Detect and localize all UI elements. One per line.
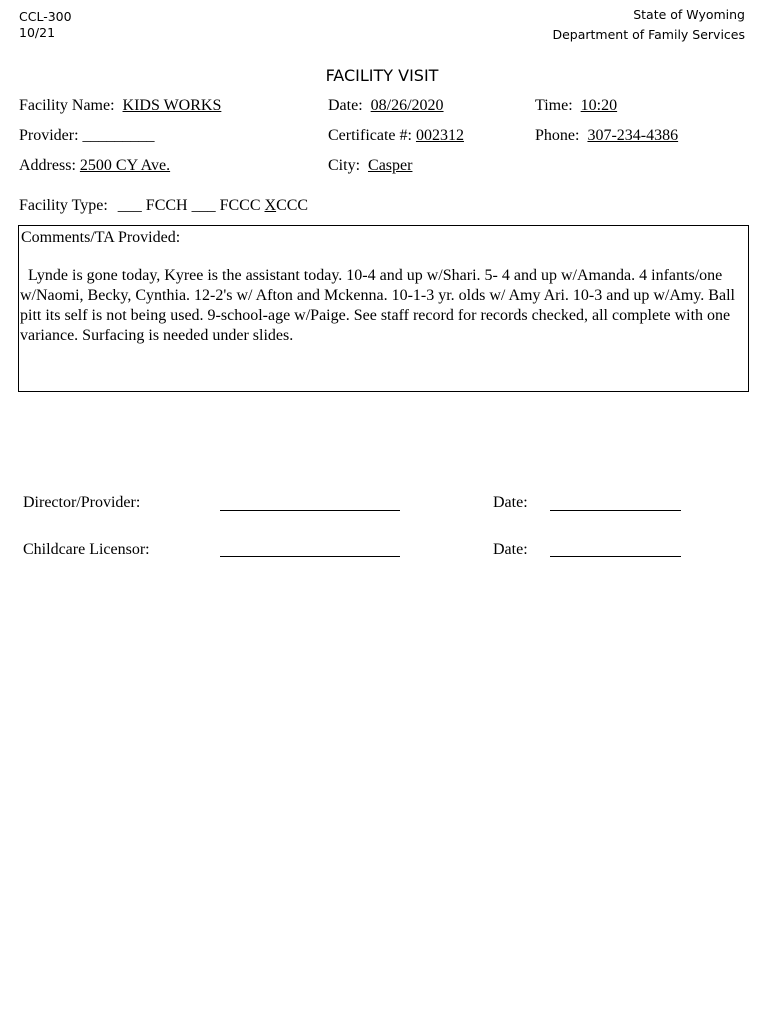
ccc-option-label: CCC: [276, 197, 309, 214]
comments-label: Comments/TA Provided:: [21, 229, 181, 246]
director-signature-line: [220, 510, 400, 511]
date-value: 08/26/2020: [370, 97, 444, 114]
director-date-line: [550, 510, 681, 511]
time-field: [535, 97, 617, 115]
agency-state: State of Wyoming: [633, 7, 745, 22]
time-value: 10:20: [580, 97, 618, 114]
licensor-date-label: Date:: [493, 541, 528, 558]
licensor-signature-line: [220, 556, 400, 557]
provider-value: _________: [82, 127, 155, 144]
agency-block: [552, 5, 745, 45]
date-field: [328, 97, 444, 115]
childcare-licensor-label: Childcare Licensor:: [23, 541, 150, 558]
licensor-date-line: [550, 556, 681, 557]
provider-label: Provider:: [19, 127, 79, 144]
certificate-label: Certificate #:: [328, 127, 412, 144]
city-label: City:: [328, 157, 361, 174]
date-label: Date:: [328, 97, 363, 114]
facility-name-label: Facility Name:: [19, 97, 115, 114]
city-value: Casper: [368, 157, 413, 174]
address-label: Address:: [19, 157, 76, 174]
agency-department: Department of Family Services: [552, 27, 745, 42]
form-code-block: [19, 9, 72, 41]
city-field: [328, 157, 412, 175]
certificate-value: 002312: [415, 127, 464, 144]
provider-field: [19, 127, 155, 145]
comments-box: [18, 225, 749, 392]
comments-text: Lynde is gone today, Kyree is the assistant today. 10-4 and up w/Shari. 5- 4 and up w/Amanda. 4 infants/one w/Naomi, Becky, Cynthia. 12-2's w/ Afton and Mckenna. 10-1-3 yr. olds w/ Amy Ari. 10-3 and up w/Amy. Ball pitt its self is not being used. 9-school-age w/Paige. See staff record for records checked, all complete with one variance. Surfacing is needed under slides.: [20, 267, 739, 344]
form-revision: 10/21: [19, 25, 56, 40]
fcch-checkbox-mark: ___: [117, 197, 142, 214]
phone-label: Phone:: [535, 127, 580, 144]
director-date-label: Date:: [493, 494, 528, 511]
facility-name-field: [19, 97, 221, 115]
facility-name-value: KIDS WORKS: [122, 97, 222, 114]
ccc-checkbox-mark: X: [264, 197, 277, 214]
facility-type-field: [19, 197, 308, 215]
phone-field: [535, 127, 678, 145]
facility-type-label: Facility Type:: [19, 197, 108, 214]
certificate-field: [328, 127, 464, 145]
phone-value: 307-234-4386: [587, 127, 679, 144]
fccc-option-label: FCCC: [219, 197, 261, 214]
page-title: FACILITY VISIT: [325, 66, 439, 85]
address-value: 2500 CY Ave.: [79, 157, 171, 174]
time-label: Time:: [535, 97, 573, 114]
form-code: CCL-300: [19, 9, 72, 24]
address-field: [19, 157, 170, 175]
fccc-checkbox-mark: ___: [191, 197, 216, 214]
fcch-option-label: FCCH: [145, 197, 188, 214]
director-provider-label: Director/Provider:: [23, 494, 141, 511]
